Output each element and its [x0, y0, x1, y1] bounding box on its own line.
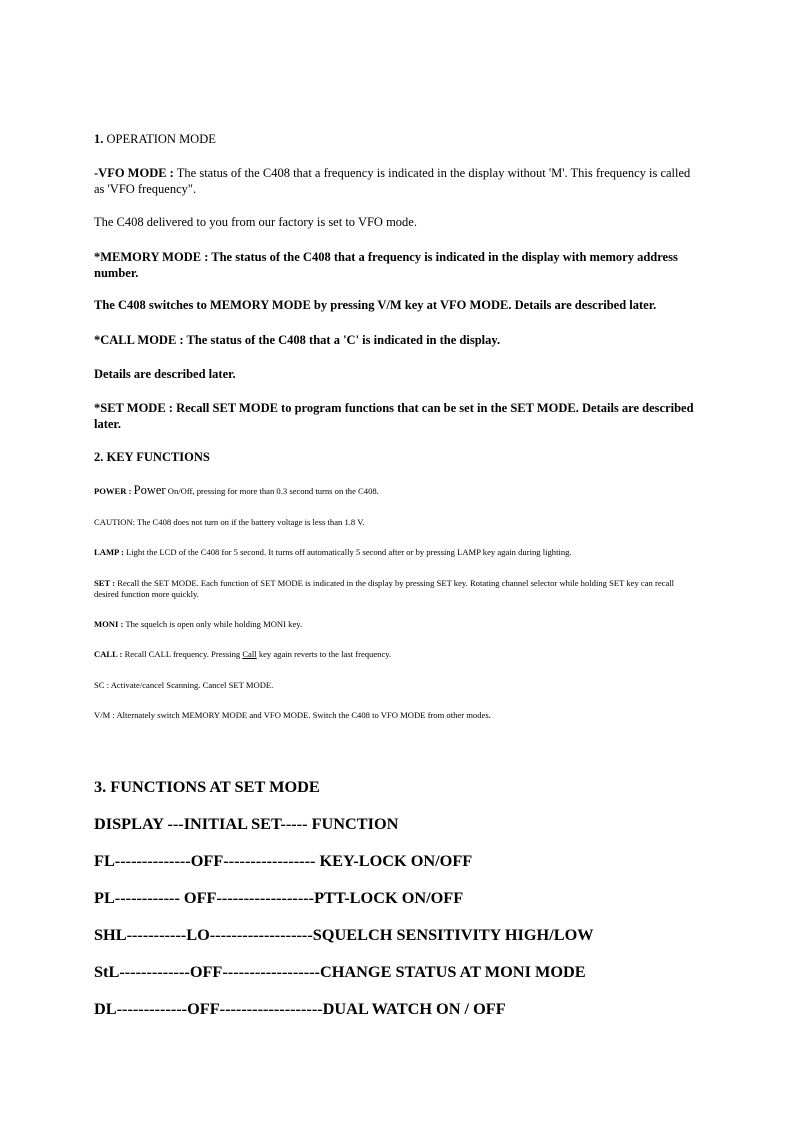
vm-key-paragraph: V/M : Alternately switch MEMORY MODE and VFO MODE. Switch the C408 to VFO MODE from other modes. — [94, 710, 491, 720]
moni-key-label: MONI : — [94, 619, 124, 629]
call-key-underlined: Call — [242, 649, 257, 659]
set-mode-row-dl: DL-------------OFF-------------------DUAL WATCH ON / OFF — [94, 999, 506, 1018]
factory-note: The C408 delivered to you from our factory is set to VFO mode. — [94, 215, 417, 229]
call-mode-paragraph: *CALL MODE : The status of the C408 that a 'C' is indicated in the display. — [94, 333, 501, 347]
power-key-text: On/Off, pressing for more than 0.3 second turns on the C408. — [167, 486, 379, 496]
sc-key-paragraph: SC : Activate/cancel Scanning. Cancel SET MODE. — [94, 680, 274, 690]
moni-key-paragraph — [94, 619, 698, 630]
details-paragraph: Details are described later. — [94, 367, 236, 381]
caution-paragraph: CAUTION: The C408 does not turn on if the battery voltage is less than 1.8 V. — [94, 517, 365, 527]
section1-number: 1. — [94, 132, 104, 146]
section1-title: OPERATION MODE — [106, 132, 216, 146]
section1-heading — [94, 131, 698, 147]
memory-mode-paragraph: *MEMORY MODE : The status of the C408 that a frequency is indicated in the display with memory address number. — [94, 250, 678, 280]
lamp-key-text: Light the LCD of the C408 for 5 second. It turns off automatically 5 second after or by pressing LAMP key again during lighting. — [126, 547, 572, 557]
set-key-text: Recall the SET MODE. Each function of SET MODE is indicated in the display by pressing SET key. Rotating channel selector while holding SET key can recall desired function more quickly. — [94, 578, 675, 599]
power-key-label: POWER : — [94, 486, 132, 496]
vfo-mode-label: -VFO MODE : — [94, 166, 174, 180]
call-key-text-end: key again reverts to the last frequency. — [258, 649, 392, 659]
set-mode-row-shl: SHL-----------LO-------------------SQUELCH SENSITIVITY HIGH/LOW — [94, 925, 594, 944]
set-key-paragraph — [94, 578, 698, 600]
set-mode-row-stl: StL-------------OFF------------------CHANGE STATUS AT MONI MODE — [94, 962, 586, 981]
lamp-key-paragraph — [94, 547, 698, 558]
call-key-text: Recall CALL frequency. Pressing — [124, 649, 241, 659]
set-mode-row-fl: FL--------------OFF----------------- KEY-LOCK ON/OFF — [94, 851, 473, 870]
set-key-label: SET : — [94, 578, 116, 588]
power-key-word: Power — [133, 483, 166, 497]
set-mode-paragraph: *SET MODE : Recall SET MODE to program functions that can be set in the SET MODE. Details are described later. — [94, 401, 694, 431]
power-key-paragraph — [94, 485, 698, 497]
section2-heading: 2. KEY FUNCTIONS — [94, 450, 210, 464]
vfo-mode-paragraph — [94, 165, 698, 197]
vfo-mode-text: The status of the C408 that a frequency is indicated in the display without 'M'. This frequency is called as 'VFO frequency". — [94, 166, 691, 196]
memory-switch-paragraph: The C408 switches to MEMORY MODE by pressing V/M key at VFO MODE. Details are described later. — [94, 298, 657, 312]
call-key-label: CALL : — [94, 649, 123, 659]
section3-heading: 3. FUNCTIONS AT SET MODE — [94, 777, 320, 796]
moni-key-text: The squelch is open only while holding MONI key. — [125, 619, 303, 629]
set-mode-table-header: DISPLAY ---INITIAL SET----- FUNCTION — [94, 814, 399, 833]
lamp-key-label: LAMP : — [94, 547, 124, 557]
call-key-paragraph — [94, 649, 698, 660]
set-mode-row-pl: PL------------ OFF------------------PTT-LOCK ON/OFF — [94, 888, 464, 907]
